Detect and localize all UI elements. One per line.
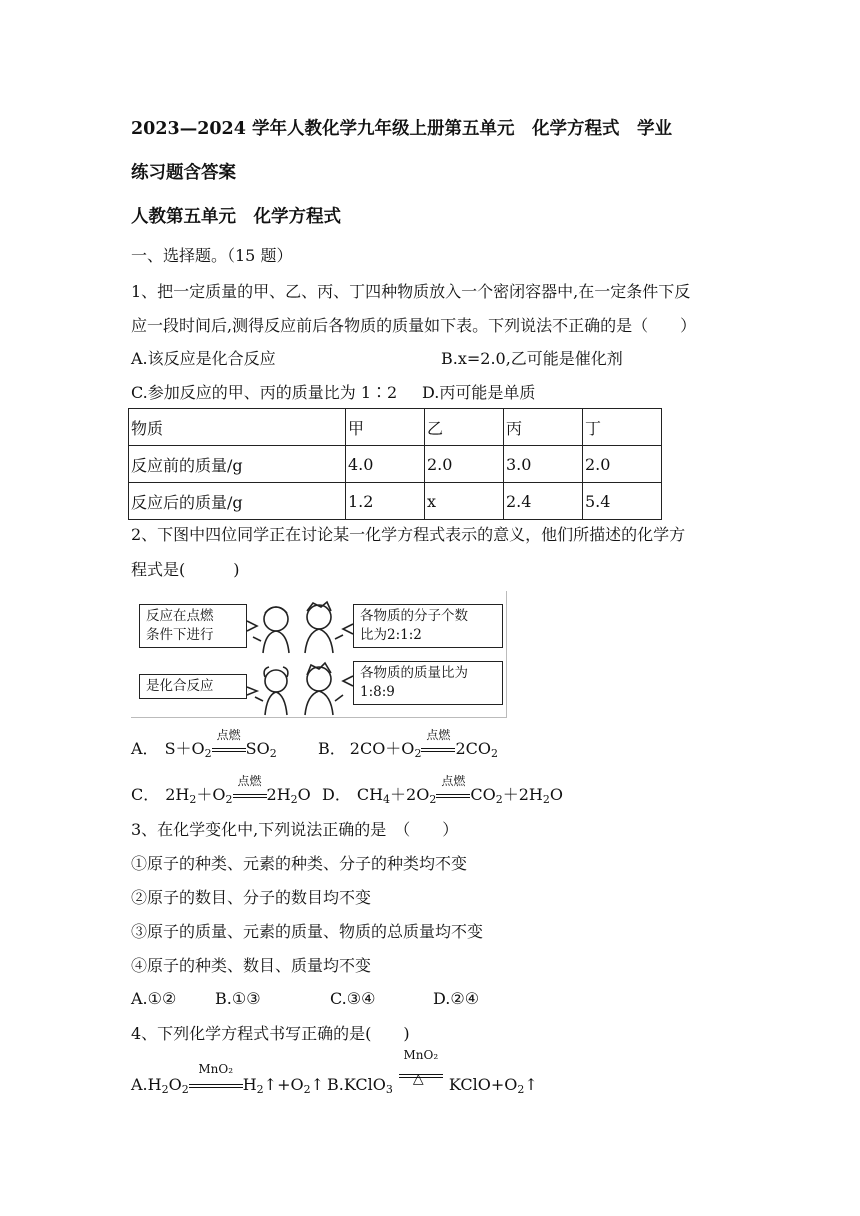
bubble-text: 反应在点燃 — [146, 608, 214, 624]
bubble-text: 比为2:1:2 — [360, 627, 422, 643]
reaction-arrow — [421, 728, 455, 759]
heat-symbol: △ — [412, 1071, 424, 1087]
q3-stem: 3、在化学变化中,下列说法正确的是 （ ） — [131, 820, 459, 839]
q3-statement-3: ③原子的质量、元素的质量、物质的总质量均不变 — [131, 922, 484, 941]
q2-stem-line2: 程式是( ) — [131, 560, 240, 579]
bubble-text: 条件下进行 — [146, 627, 214, 643]
bubble-text: 1:8:9 — [360, 684, 395, 700]
equation-text: B.KClO — [327, 1075, 386, 1094]
equation-text: 2H — [165, 785, 190, 804]
q3-statement-4: ④原子的种类、数目、质量均不变 — [131, 956, 372, 975]
equation-text: ＋2O — [390, 785, 430, 804]
equation-text: O — [168, 1075, 182, 1094]
student-figures-icon — [131, 591, 506, 717]
condition-text: 点燃 — [237, 774, 262, 788]
equation-text: ↑ — [524, 1075, 538, 1094]
condition-text: MnO₂ — [403, 1048, 439, 1062]
table-cell: 反应后的质量/g — [129, 483, 346, 520]
students-discussion-illustration — [131, 591, 507, 718]
reaction-arrow — [189, 1062, 243, 1095]
table-cell: 甲 — [346, 409, 425, 446]
condition-text: 点燃 — [426, 728, 451, 742]
q1-option-d: D.丙可能是单质 — [422, 383, 536, 402]
table-cell: 5.4 — [583, 483, 662, 520]
equation-text: S＋O — [164, 739, 205, 758]
doc-title-line2: 练习题含答案 — [131, 163, 236, 183]
q2-option-b: B． $2CO+O_2$ 点燃 $2CO_2$ — [318, 739, 498, 759]
table-cell: 丁 — [583, 409, 662, 446]
reaction-arrow — [233, 774, 267, 805]
equation-text: CH — [356, 785, 384, 804]
q3-option-a: A.①② — [131, 989, 177, 1008]
equation-text: ↑+O — [263, 1075, 304, 1094]
equation-text: H — [242, 1075, 257, 1094]
table-cell: 2.0 — [583, 446, 662, 483]
doc-title-line1: 2023—2024 学年人教化学九年级上册第五单元 化学方程式 学业 — [131, 119, 673, 139]
option-label: D． — [322, 785, 351, 804]
q3-option-b: B.①③ — [215, 989, 261, 1008]
bubble-text: 各物质的质量比为 — [360, 665, 468, 681]
table-cell: 物质 — [129, 409, 346, 446]
equation-text: 2H — [266, 785, 291, 804]
q1-stem-line2: 应一段时间后,测得反应前后各物质的质量如下表。下列说法不正确的是（ ） — [131, 316, 697, 335]
table-cell: 2.0 — [425, 446, 504, 483]
table-cell: 反应前的质量/g — [129, 446, 346, 483]
q4-stem: 4、下列化学方程式书写正确的是( ) — [131, 1024, 410, 1043]
q2-option-a: A． $S+O_2$ 点燃 $SO_2$ — [131, 739, 277, 759]
q2-stem-line1: 2、下图中四位同学正在讨论某一化学方程式表示的意义，他们所描述的化学方 — [131, 525, 686, 544]
condition-text: MnO₂ — [198, 1062, 234, 1076]
mass-table — [128, 408, 662, 520]
equation-text: O — [297, 785, 311, 804]
q3-option-d: D.②④ — [433, 989, 480, 1008]
option-label: C． — [131, 785, 160, 804]
table-header-row — [129, 409, 662, 446]
option-label: B． — [318, 739, 346, 758]
equation-text: O — [549, 785, 563, 804]
equation-text: ＋O — [196, 785, 226, 804]
condition-text: 点燃 — [216, 728, 241, 742]
table-cell: x — [425, 483, 504, 520]
table-row — [129, 446, 662, 483]
q1-option-a: A.该反应是化合反应 — [131, 349, 276, 368]
q4-option-a: $A.H_2O_2$ MnO₂ $H_2↑+O_2↑$ — [131, 1075, 324, 1095]
q2-option-c: C． $2H_2+O_2$ 点燃 $2H_2O$ — [131, 785, 311, 805]
equation-text: KClO+O — [448, 1075, 518, 1094]
condition-text: 点燃 — [441, 774, 466, 788]
equation-text: A.H — [131, 1075, 162, 1094]
bubble-text: 各物质的分子个数 — [360, 608, 468, 624]
q1-stem-line1: 1、把一定质量的甲、乙、丙、丁四种物质放入一个密闭容器中,在一定条件下反 — [131, 282, 691, 301]
equation-text: CO — [470, 785, 496, 804]
reaction-arrow — [436, 774, 470, 805]
q1-option-b: B.x=2.0,乙可能是催化剂 — [441, 349, 623, 368]
table-cell: 4.0 — [346, 446, 425, 483]
table-cell: 2.4 — [504, 483, 583, 520]
bubble-text: 是化合反应 — [146, 678, 214, 694]
reaction-arrow — [399, 1048, 443, 1095]
equation-text: ↑ — [310, 1075, 325, 1094]
equation-text: 2CO＋O — [349, 739, 415, 758]
q2-option-d: D． $CH_4+2O_2$ 点燃 $CO_2+2H_2O$ — [322, 785, 563, 805]
table-cell: 1.2 — [346, 483, 425, 520]
q3-option-c: C.③④ — [330, 989, 376, 1008]
equation-text: 2CO — [455, 739, 491, 758]
q3-statement-2: ②原子的数目、分子的数目均不变 — [131, 888, 372, 907]
unit-heading: 人教第五单元 化学方程式 — [131, 207, 341, 227]
equation-text: SO — [245, 739, 270, 758]
table-cell: 丙 — [504, 409, 583, 446]
reaction-arrow — [212, 728, 246, 759]
q4-option-b: B.KClO$_3$ MnO₂ △ $KClO+O_2↑$ — [327, 1075, 538, 1095]
option-label: A． — [131, 739, 159, 758]
q3-statement-1: ①原子的种类、元素的种类、分子的种类均不变 — [131, 854, 468, 873]
table-cell: 乙 — [425, 409, 504, 446]
equation-text: ＋2H — [502, 785, 543, 804]
table-cell: 3.0 — [504, 446, 583, 483]
section-heading: 一、选择题。（15 题） — [131, 246, 293, 265]
q1-option-c: C.参加反应的甲、丙的质量比为 1∶2 — [131, 383, 398, 402]
table-row — [129, 483, 662, 520]
